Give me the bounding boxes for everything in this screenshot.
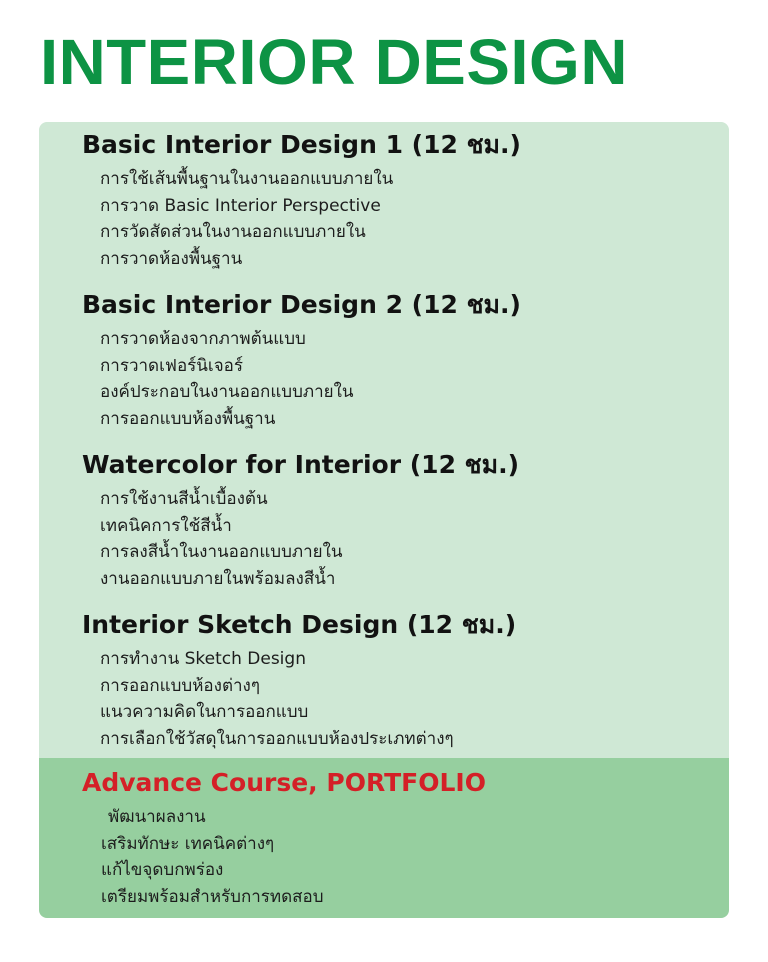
course-topics (82, 486, 519, 592)
course-section-basic-2 (82, 290, 521, 432)
course-topic: การวาด Basic Interior Perspective (100, 195, 381, 216)
course-section-advance (82, 768, 486, 910)
course-topics (82, 326, 521, 432)
course-topic: การวาดเฟอร์นิเจอร์ (100, 355, 244, 376)
course-topic: เทคนิคการใช้สีน้ำ (100, 515, 232, 536)
course-topic: แก้ไขจุดบกพร่อง (101, 860, 224, 880)
course-title: Basic Interior Design 1 (12 ชม.) (82, 130, 521, 159)
course-topic: เสริมทักษะ เทคนิคต่างๆ (101, 833, 275, 854)
course-section-sketch (82, 610, 516, 752)
course-topic: การวาดห้องพื้นฐาน (100, 248, 243, 269)
course-topic: แนวความคิดในการออกแบบ (100, 702, 309, 722)
course-title: Watercolor for Interior (12 ชม.) (82, 450, 520, 479)
course-title: Basic Interior Design 2 (12 ชม.) (82, 290, 521, 319)
advance-course-title: Advance Course, PORTFOLIO (82, 768, 486, 797)
course-topics (82, 646, 516, 752)
basic-courses-panel (39, 122, 729, 760)
course-section-basic-1 (82, 130, 521, 272)
course-topic: การใช้งานสีน้ำเบื้องต้น (100, 489, 268, 509)
course-topics (82, 804, 486, 910)
course-topic: การทำงาน Sketch Design (100, 649, 306, 669)
course-topic: เตรียมพร้อมสำหรับการทดสอบ (101, 886, 324, 907)
course-topic: การออกแบบห้องต่างๆ (100, 675, 260, 696)
course-topics (82, 166, 521, 272)
course-section-watercolor (82, 450, 519, 592)
course-title: Interior Sketch Design (12 ชม.) (82, 610, 517, 639)
course-topic: การลงสีน้ำในงานออกแบบภายใน (100, 542, 343, 562)
course-topic: การวัดสัดส่วนในงานออกแบบภายใน (100, 222, 366, 242)
course-topic: งานออกแบบภายในพร้อมลงสีน้ำ (100, 568, 336, 589)
course-topic: การวาดห้องจากภาพต้นแบบ (100, 329, 306, 349)
course-topic: องค์ประกอบในงานออกแบบภายใน (100, 382, 354, 402)
course-topic: การใช้เส้นพื้นฐานในงานออกแบบภายใน (100, 169, 394, 189)
course-topic: พัฒนาผลงาน (108, 807, 206, 827)
course-topic: การเลือกใช้วัสดุในการออกแบบห้องประเภทต่างๆ (100, 728, 454, 749)
page-title: INTERIOR DESIGN (40, 26, 628, 98)
advance-course-panel (39, 758, 729, 918)
course-topic: การออกแบบห้องพื้นฐาน (100, 408, 276, 429)
